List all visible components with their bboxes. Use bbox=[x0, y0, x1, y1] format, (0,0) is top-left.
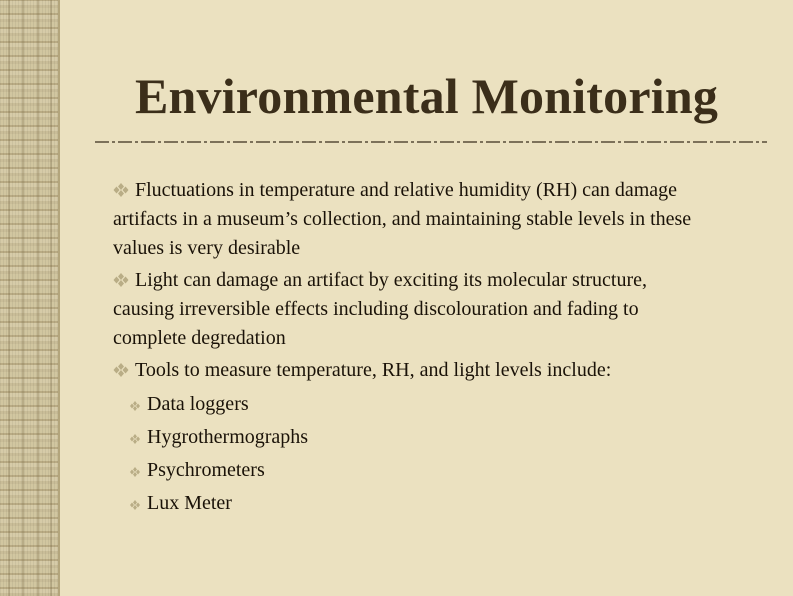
diamond-cluster-icon bbox=[130, 500, 140, 510]
bullet-item bbox=[113, 176, 713, 263]
diamond-cluster-icon bbox=[130, 434, 140, 444]
bullet-text: Fluctuations in temperature and relative humidity (RH) can damage artifacts in a museum’s collection, and maintaining stable levels in these values is very desirable bbox=[113, 179, 692, 259]
bullet-item bbox=[113, 266, 713, 353]
bullet-text: Tools to measure temperature, RH, and light levels include: bbox=[135, 359, 612, 381]
slide-title: Environmental Monitoring bbox=[134, 68, 719, 124]
sub-bullet-text: Lux Meter bbox=[147, 492, 232, 514]
diamond-cluster-icon bbox=[113, 363, 129, 377]
decorative-wood-strip bbox=[0, 0, 60, 596]
sub-bullet-item bbox=[113, 487, 713, 520]
bullet-item bbox=[113, 356, 713, 385]
title-divider bbox=[95, 140, 767, 144]
sub-bullet-text: Data loggers bbox=[147, 393, 249, 415]
diamond-cluster-icon bbox=[130, 467, 140, 477]
diamond-cluster-icon bbox=[113, 273, 129, 287]
sub-bullet-list bbox=[113, 388, 713, 520]
bullet-text: Light can damage an artifact by exciting its molecular structure, causing irreversible effects including discolouration and fading to complete degredation bbox=[113, 269, 648, 349]
sub-bullet-text: Psychrometers bbox=[147, 459, 265, 481]
sub-bullet-text: Hygrothermographs bbox=[147, 426, 309, 448]
diamond-cluster-icon bbox=[113, 183, 129, 197]
slide-body bbox=[113, 176, 713, 520]
sub-bullet-item bbox=[113, 388, 713, 421]
sub-bullet-item bbox=[113, 421, 713, 454]
diamond-cluster-icon bbox=[130, 401, 140, 411]
sub-bullet-item bbox=[113, 454, 713, 487]
